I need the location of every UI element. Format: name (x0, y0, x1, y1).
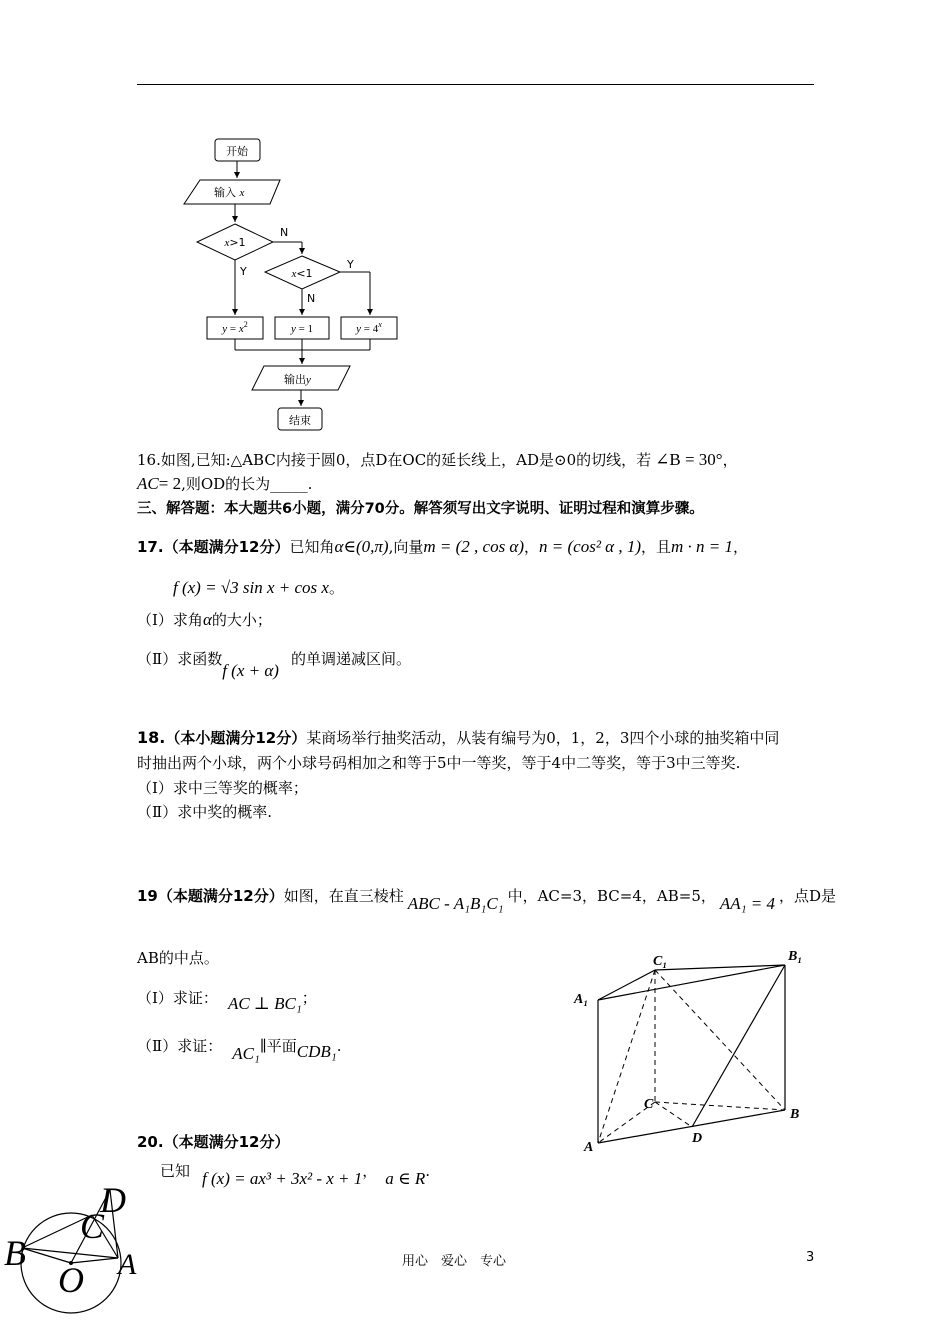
circle-figure (0, 1170, 160, 1340)
prism-figure (570, 945, 820, 1160)
prism-label-c: C (644, 1097, 654, 1112)
q18-line2: 时抽出两个小球，两个小球号码相加之和等于5中一等奖，等于4中二等奖，等于3中三等奖. (137, 754, 741, 772)
flow-box3-label: $y = 4^x$ (356, 320, 382, 335)
prism-label-b: B (790, 1107, 800, 1122)
circle-label-o: O (58, 1260, 84, 1300)
flow-cond1-label: x>1 (224, 236, 246, 249)
q16-line1: 16.如图,已知:△ABC内接于圆0，点D在OC的延长线上，AD是⊙0的切线，若 ∠B = 30°， (137, 450, 738, 469)
q20-head: 20.（本题满分12分） (137, 1133, 290, 1151)
flow-end-label: 结束 (289, 414, 311, 427)
prism-label-b1: B₁ (788, 949, 803, 964)
page-number: 3 (806, 1250, 815, 1265)
q16-line2: AC= 2,则OD的长为_____. (137, 474, 313, 493)
q17-part2: （Ⅱ）求函数f (x + α)的单调递减区间。 (137, 650, 411, 680)
flowchart (180, 134, 420, 434)
footer-center: 用心 爱心 专心 (402, 1254, 507, 1269)
flow-label-n2: N (307, 292, 316, 305)
section3-heading: 三、解答题：本大题共6小题，满分70分。解答须写出文字说明、证明过程和演算步骤。 (137, 501, 704, 517)
q18-part2: （Ⅱ）求中奖的概率. (137, 803, 272, 821)
q17-part1: （Ⅰ）求角α的大小； (137, 610, 272, 629)
flow-label-y2: Y (347, 258, 354, 271)
flow-cond2-label: x<1 (291, 267, 313, 280)
flow-box2-label: y = 1 (290, 323, 314, 335)
prism-label-a: A (584, 1140, 594, 1155)
circle-label-d: D (100, 1180, 126, 1220)
header-rule (137, 84, 814, 85)
q16-answer-blank[interactable]: _____ (270, 475, 308, 493)
prism-label-a1: A₁ (574, 992, 589, 1007)
q17-fx: f (x) = √3 sin x + cos x。 (173, 578, 344, 597)
prism-label-c1: C₁ (653, 954, 668, 969)
q18-part1: （Ⅰ）求中三等奖的概率； (137, 779, 308, 797)
q19-part1: （Ⅰ）求证： AC ⊥ BC₁； (137, 989, 317, 1013)
circle-label-b: B (4, 1233, 26, 1273)
flow-start-label: 开始 (226, 145, 248, 158)
q18-line1: 18.（本小题满分12分）某商场举行抽奖活动，从装有编号为0，1，2，3四个小球的抽奖箱中同 (137, 728, 780, 747)
flow-input-label: 输入 x (214, 186, 245, 199)
flow-output-label: 输出y (284, 373, 311, 386)
q19-part2: （Ⅱ）求证： AC₁∥平面CDB₁. (137, 1037, 342, 1063)
flow-label-n1: N (280, 226, 289, 239)
flow-box1-label: $y = x^2$ (222, 320, 248, 335)
q20-line1: 已知 f (x) = ax³ + 3x² - x + 1， a ∈ R. (160, 1162, 431, 1188)
q19-line1: 19（本题满分12分）如图，在直三棱柱 ABC - A₁B₁C₁ 中，AC=3，BC=4，AB=5， AA₁ = 4 ，点D是 (137, 887, 837, 913)
q17-line1: 17.（本题满分12分）已知角α∈(0,π),向量m = (2 , cos α)，n = (cos² α , 1)，且m · n = 1， (137, 537, 749, 556)
flow-label-y1: Y (240, 265, 247, 278)
circle-label-a: A (118, 1248, 137, 1281)
q19-line2: AB的中点。 (137, 949, 219, 967)
circle-label-c: C (80, 1206, 105, 1246)
prism-label-d: D (692, 1131, 703, 1146)
